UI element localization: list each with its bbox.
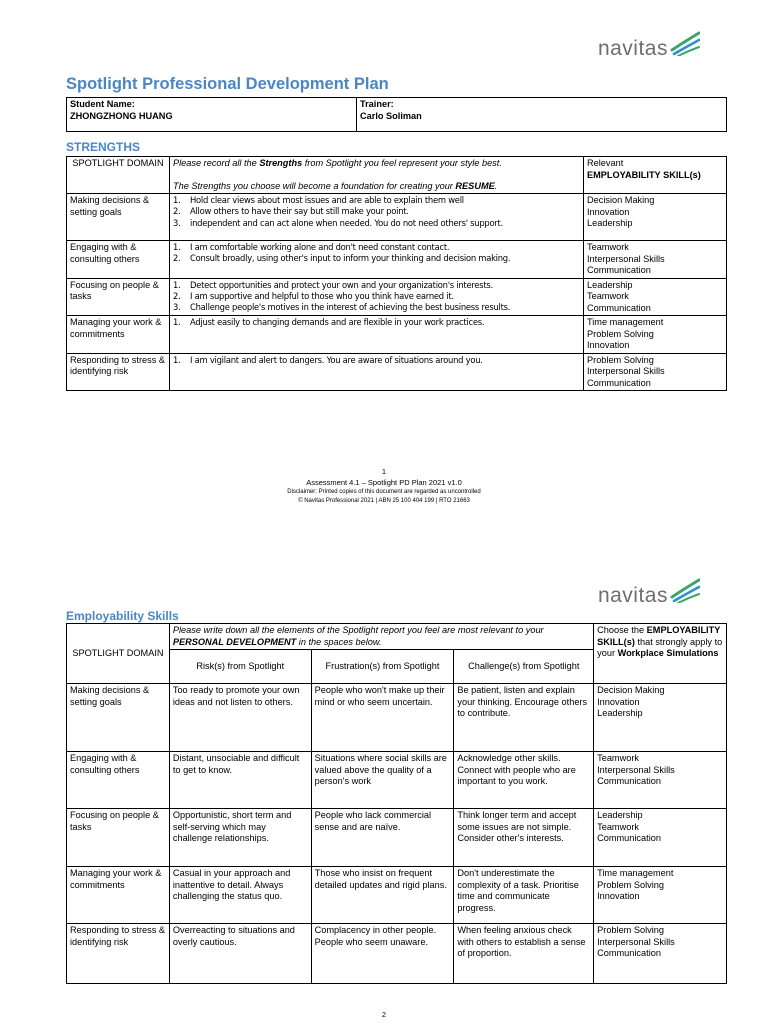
skill-item: Communication: [597, 776, 661, 786]
skill-item: Interpersonal Skills: [587, 253, 665, 264]
employability-row: [67, 924, 727, 984]
trainer-name: Carlo Soliman: [360, 110, 422, 121]
trainer-cell: [357, 98, 727, 132]
skill-item: Communication: [597, 948, 661, 958]
strengths-row: [67, 194, 727, 241]
skill-item: Leadership: [597, 810, 643, 820]
emp-instructions: Please write down all the elements of the Spotlight report you feel are most relevant to your PERSONAL DEVELOPMENT in the spaces below.: [169, 624, 593, 650]
strength-item: 1. I am comfortable working alone and don't need constant contact.: [173, 242, 450, 252]
student-cell: [67, 98, 357, 132]
strengths-header-row: [67, 157, 727, 194]
skill-item: Problem Solving: [597, 925, 665, 935]
assessment-line: Assessment 4.1 – Spotlight PD Plan 2021 v1.0: [306, 477, 462, 487]
strengths-row: [67, 278, 727, 316]
skill-item: Teamwork: [587, 242, 629, 252]
skill-item: Interpersonal Skills: [597, 764, 675, 775]
navitas-logo-2: [598, 583, 700, 609]
employability-heading: Employability Skills: [66, 609, 179, 623]
employability-row: [67, 809, 727, 867]
frustration-header: Frustration(s) from Spotlight: [311, 650, 454, 684]
skill-item: Leadership: [587, 218, 633, 228]
row-domain: Engaging with & consulting others: [67, 241, 170, 279]
row-skills: [594, 684, 727, 752]
skill-item: Problem Solving: [587, 354, 654, 365]
row-skills: [584, 241, 727, 279]
skill-item: Communication: [587, 265, 651, 275]
row-risk: Opportunistic, short term and self-serving which may challenge relationships.: [169, 809, 311, 867]
skill-item: Decision Making: [587, 195, 655, 205]
row-risk: Casual in your approach and inattentive to detail. Always challenging the status quo.: [169, 867, 311, 924]
row-skills: [584, 316, 727, 354]
disclaimer: Disclaimer: Printed copies of this document are regarded as uncontrolled: [287, 489, 481, 495]
row-challenge: Don't underestimate the complexity of a task. Prioritise time and communicate progress.: [454, 867, 594, 924]
row-strengths: [170, 278, 584, 316]
row-strengths: [170, 316, 584, 354]
logo-text: navitas: [597, 37, 668, 60]
skill-item: Leadership: [597, 708, 643, 718]
strength-item: 1. Adjust easily to changing demands and are flexible in your work practices.: [173, 317, 485, 327]
row-frustration: Complacency in other people. People who seem unaware.: [311, 924, 454, 984]
strengths-table: [66, 156, 727, 391]
row-frustration: Situations where social skills are valued above the quality of a person's work: [311, 752, 454, 809]
skill-item: Leadership: [587, 279, 633, 290]
page-1-footer: [0, 467, 768, 506]
skill-item: Decision Making: [597, 685, 665, 695]
skill-item: Teamwork: [597, 821, 639, 832]
skill-item: Innovation: [597, 696, 640, 707]
student-trainer-table: [66, 97, 727, 132]
skill-item: Interpersonal Skills: [587, 366, 665, 376]
strengths-row: [67, 241, 727, 279]
employability-row: [67, 684, 727, 752]
row-risk: Overreacting to situations and overly cautious.: [169, 924, 311, 984]
strengths-row: [67, 353, 727, 391]
skill-item: Communication: [597, 833, 661, 843]
page-2-footer: [0, 1010, 768, 1021]
row-frustration: Those who insist on frequent detailed updates and rigid plans.: [311, 867, 454, 924]
row-skills: [594, 752, 727, 809]
skill-item: Communication: [587, 377, 651, 388]
strengths-heading: STRENGTHS: [66, 140, 141, 154]
challenge-header: Challenge(s) from Spotlight: [454, 650, 594, 684]
emp-header-row-2: [67, 650, 727, 684]
strengths-instructions: Please record all the Strengths from Spotlight you feel represent your style best. The Strengths you choose will become a foundation for creating your RESUME.: [170, 157, 584, 194]
strength-item: 3. Challenge people's motives in the interest of achieving the best business results.: [173, 302, 511, 313]
skill-item: Innovation: [597, 891, 640, 901]
row-risk: Too ready to promote your own ideas and not listen to others.: [169, 684, 311, 752]
employability-row: [67, 752, 727, 809]
skill-item: Innovation: [587, 206, 630, 217]
student-label: Student Name:: [70, 99, 135, 109]
row-frustration: People who lack commercial sense and are naïve.: [311, 809, 454, 867]
row-domain: Making decisions & setting goals: [67, 194, 170, 241]
employability-row: [67, 867, 727, 924]
student-name: ZHONGZHONG HUANG: [70, 110, 173, 121]
trainer-label: Trainer:: [360, 99, 394, 109]
row-skills: [584, 278, 727, 316]
domain-header-2: SPOTLIGHT DOMAIN: [67, 624, 170, 684]
skill-item: Problem Solving: [597, 879, 665, 890]
skill-item: Teamwork: [597, 753, 639, 763]
strength-item: 1. Detect opportunities and protect your own and your organization's interests.: [173, 279, 493, 290]
page-number-2: 2: [381, 1010, 387, 1019]
strengths-row: [67, 316, 727, 354]
row-skills: [584, 353, 727, 391]
strength-item: 2. Allow others to have their say but still make your point.: [173, 206, 409, 217]
skill-item: Innovation: [587, 340, 630, 350]
skill-item: Problem Solving: [587, 328, 654, 339]
skill-item: Communication: [587, 302, 651, 313]
skill-item: Time management: [587, 317, 664, 327]
emp-skills-header: Choose the EMPLOYABILITY SKILL(s) that strongly apply to your Workplace Simulations: [594, 624, 727, 684]
row-skills: [594, 867, 727, 924]
row-domain: Managing your work & commitments: [67, 316, 170, 354]
row-challenge: When feeling anxious check with others to establish a sense of proportion.: [454, 924, 594, 984]
navitas-swoosh-icon: [670, 30, 700, 56]
row-domain: Focusing on people & tasks: [67, 809, 170, 867]
strength-item: 3. independent and can act alone when needed. You do not need others' support.: [173, 217, 503, 228]
row-domain: Engaging with & consulting others: [67, 752, 170, 809]
strength-item: 1. Hold clear views about most issues and are able to explain them well: [173, 195, 464, 205]
row-domain: Responding to stress & identifying risk: [67, 353, 170, 391]
row-challenge: Acknowledge other skills. Connect with people who are important to you work.: [454, 752, 594, 809]
row-domain: Focusing on people & tasks: [67, 278, 170, 316]
logo-text-2: navitas: [597, 584, 668, 607]
skill-item: Teamwork: [587, 291, 629, 301]
row-challenge: Think longer term and accept some issues are not simple. Consider other's interests.: [454, 809, 594, 867]
row-domain: Making decisions & setting goals: [67, 684, 170, 752]
skill-item: Time management: [597, 868, 674, 878]
row-risk: Distant, unsociable and difficult to get to know.: [169, 752, 311, 809]
row-frustration: People who won't make up their mind or who seem uncertain.: [311, 684, 454, 752]
row-skills: [584, 194, 727, 241]
row-strengths: [170, 194, 584, 241]
domain-header: SPOTLIGHT DOMAIN: [67, 157, 170, 194]
emp-header-row-1: [67, 624, 727, 650]
row-skills: [594, 809, 727, 867]
employability-table: [66, 623, 727, 984]
page-number: 1: [381, 467, 387, 476]
row-strengths: [170, 241, 584, 279]
row-challenge: Be patient, listen and explain your thinking. Encourage others to contribute.: [454, 684, 594, 752]
row-strengths: [170, 353, 584, 391]
row-domain: Responding to stress & identifying risk: [67, 924, 170, 984]
row-skills: [594, 924, 727, 984]
page-title: Spotlight Professional Development Plan: [66, 75, 389, 93]
risk-header: Risk(s) from Spotlight: [169, 650, 311, 684]
skills-header: Relevant EMPLOYABILITY SKILL(s): [584, 157, 727, 194]
copyright: © Navitas Professional 2021 | ABN 25 100 404 199 | RTO 21663: [298, 498, 470, 504]
row-domain: Managing your work & commitments: [67, 867, 170, 924]
strength-item: 2. I am supportive and helpful to those who you think have earned it.: [173, 290, 454, 301]
strength-item: 1. I am vigilant and alert to dangers. You are aware of situations around you.: [173, 354, 483, 365]
skill-item: Interpersonal Skills: [597, 936, 675, 947]
navitas-logo: [598, 36, 700, 62]
strength-item: 2. Consult broadly, using other's input to inform your thinking and decision making.: [173, 253, 511, 264]
navitas-swoosh-icon: [670, 577, 700, 603]
